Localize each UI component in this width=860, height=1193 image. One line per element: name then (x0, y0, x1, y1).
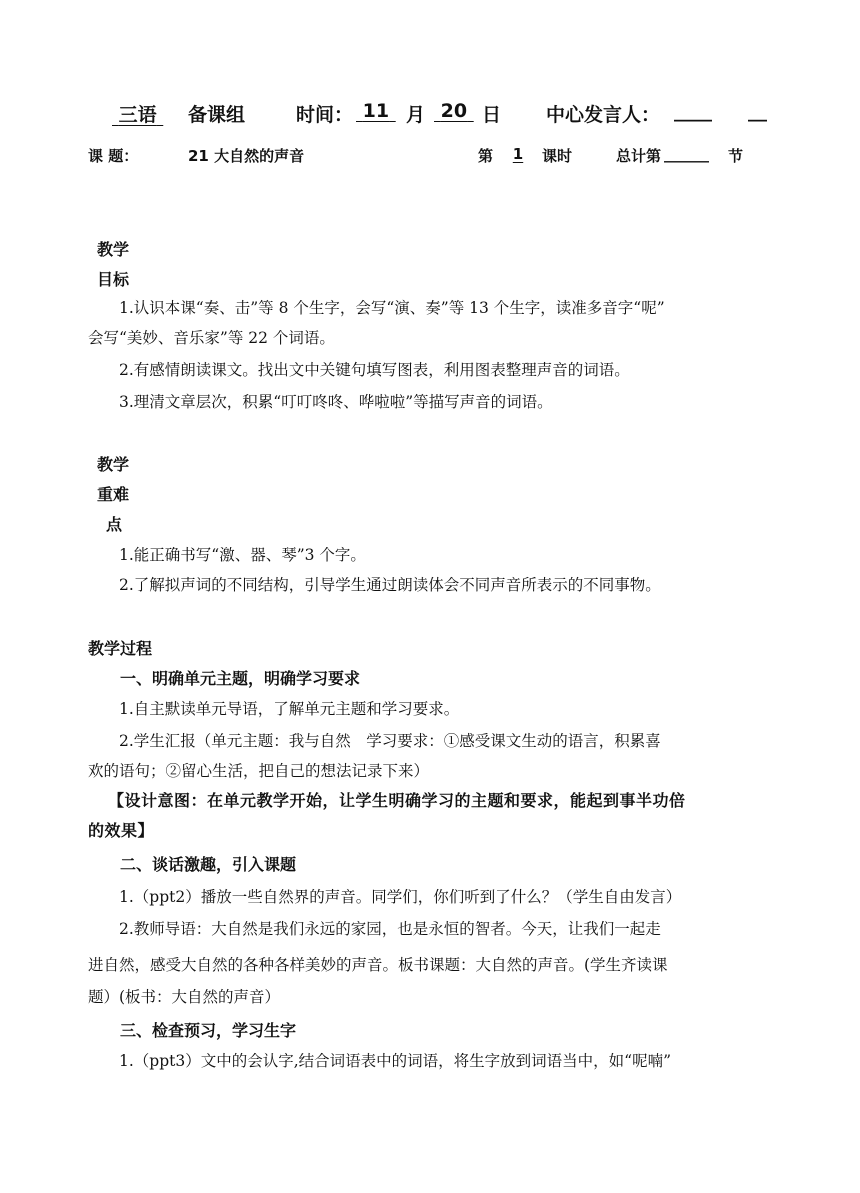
total-prefix: 总计第 (616, 147, 662, 165)
group-suffix: 备课组 (188, 104, 246, 126)
section-3-heading: 三、检查预习，学习生字 (120, 1021, 297, 1040)
difficulty-label-line1: 教学 (97, 455, 130, 474)
lesson-prefix: 第 (478, 147, 494, 165)
section-2-p2: 2.教师导语：大自然是我们永远的家园，也是永恒的智者。今天，让我们一起走 (119, 920, 661, 938)
topic-label: 课 题： (88, 147, 139, 165)
difficulty-item-1: 1.能正确书写“激、器、琴”3 个字。 (119, 546, 366, 564)
month-value: 11 (362, 100, 390, 122)
section-1-heading: 一、明确单元主题，明确学习要求 (120, 669, 361, 688)
difficulty-label-line2: 重难 (97, 485, 130, 504)
goals-label-line2: 目标 (97, 270, 130, 289)
section-2-p2-cont2: 题）(板书：大自然的声音） (88, 988, 281, 1006)
day-unit: 日 (482, 104, 502, 126)
section-1-p2: 2.学生汇报（单元主题：我与自然 学习要求：①感受课文生动的语言，积累喜 (119, 732, 661, 750)
speaker-label: 中心发言人： (546, 104, 661, 126)
topic-title: 21 大自然的声音 (188, 147, 305, 165)
day-value: 20 (440, 100, 468, 122)
goal-item-1: 1.认识本课“奏、击”等 8 个生字，会写“演、奏”等 13 个生字，读准多音字“呢” (119, 299, 665, 317)
month-unit: 月 (406, 104, 426, 126)
section-2-p1: 1.（ppt2）播放一些自然界的声音。同学们，你们听到了什么？（学生自由发言） (119, 888, 682, 906)
difficulty-label-line3: 点 (106, 515, 123, 534)
group-name: 三语 (118, 104, 157, 126)
section-2-p2-cont: 进自然，感受大自然的各种各样美妙的声音。板书课题：大自然的声音。(学生齐读课 (88, 956, 668, 974)
time-label: 时间： (296, 104, 354, 126)
total-blank: ______ (664, 145, 709, 163)
section-3-p1: 1.（ppt3）文中的会认字,结合词语表中的词语，将生字放到词语当中，如“呢喃” (119, 1052, 672, 1070)
goal-item-1-cont: 会写“美妙、音乐家”等 22 个词语。 (88, 329, 335, 347)
difficulty-item-2: 2.了解拟声词的不同结构，引导学生通过朗读体会不同声音所表示的不同事物。 (119, 576, 661, 594)
lesson-suffix: 课时 (542, 147, 573, 165)
section-1-p1: 1.自主默读单元导语，了解单元主题和学习要求。 (119, 700, 460, 718)
speaker-blank-1: ____ (674, 100, 712, 122)
goals-label-line1: 教学 (97, 240, 130, 259)
total-suffix: 节 (728, 147, 744, 165)
process-title: 教学过程 (88, 639, 153, 658)
design-intent: 【设计意图：在单元教学开始，让学生明确学习的主题和要求，能起到事半功倍 (108, 791, 686, 810)
design-intent-cont: 的效果】 (88, 821, 155, 840)
goal-item-2: 2.有感情朗读课文。找出文中关键句填写图表，利用图表整理声音的词语。 (119, 361, 630, 379)
lesson-number: 1 (512, 145, 524, 163)
goal-item-3: 3.理清文章层次，积累“叮叮咚咚、哗啦啦”等描写声音的词语。 (119, 393, 553, 411)
speaker-blank-2: __ (748, 100, 767, 122)
section-1-p2-cont: 欢的语句；②留心生活，把自己的想法记录下来） (88, 762, 430, 780)
section-2-heading: 二、谈话激趣，引入课题 (120, 855, 297, 874)
